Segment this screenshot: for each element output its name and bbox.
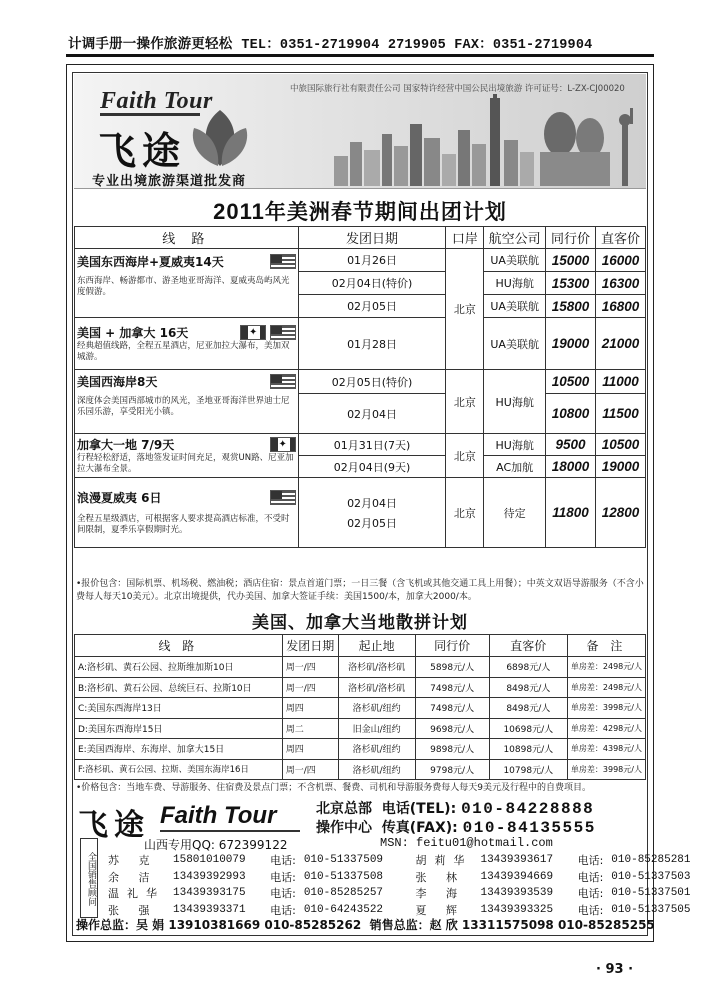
date-cell: 02月04日(9天) <box>298 456 446 478</box>
staff-row: 苏 克 15801010079 电话: 010-51337509 胡莉华 13439393617 电话: 010-85285281 <box>108 854 691 868</box>
peer-price-cell: 9500 <box>546 434 596 456</box>
peer-price-cell: 9698元/人 <box>415 718 489 739</box>
route-cell: E:美国西海岸、东海岸、加拿大15日 <box>75 739 283 760</box>
brand-banner <box>74 74 646 189</box>
header-contact: TEL：0351-2719904 2719905 FAX：0351-2719904 <box>241 38 593 53</box>
table-row <box>75 249 646 272</box>
date-cell: 01月31日(7天) <box>298 434 446 456</box>
col-date: 发团日期 <box>282 635 338 657</box>
col-port: 口岸 <box>446 227 484 249</box>
origin-cell: 洛杉矶/洛杉矶 <box>338 657 415 678</box>
local-tour-table <box>74 634 646 780</box>
route-cell <box>75 370 299 434</box>
msn-contact: MSN: feitu01@hotmail.com <box>380 836 553 850</box>
direct-price-cell: 21000 <box>596 318 646 370</box>
origin-cell: 洛杉矶/纽约 <box>338 698 415 719</box>
staff-row: 张 强 13439393371 电话: 010-64243522 夏 辉 13439393325 电话: 010-51337505 <box>108 903 691 917</box>
direct-price-cell: 19000 <box>596 456 646 478</box>
table-row <box>75 370 646 394</box>
date-cell: 周一/四 <box>282 657 338 678</box>
direct-price-cell: 8498元/人 <box>489 698 567 719</box>
route-title: 美国 + 加拿大 16天 <box>77 326 189 340</box>
date-cell: 02月04日(特价) <box>298 272 446 295</box>
license-text: 中旅国际旅行社有限责任公司 国家特许经营中国公民出境旅游 许可证号：L-ZX-CJ00020 <box>290 84 625 94</box>
table-row <box>75 759 646 780</box>
origin-cell: 旧金山/纽约 <box>338 718 415 739</box>
route-desc: 经典超值线路，全程五星酒店，尼亚加拉大瀑布，美加双城游。 <box>77 341 290 362</box>
route-cell <box>75 249 299 318</box>
peer-price-cell: 7498元/人 <box>415 677 489 698</box>
date-cell: 02月05日 <box>298 295 446 318</box>
direct-price-cell: 12800 <box>596 478 646 548</box>
table-header-row <box>75 227 646 249</box>
staff-table <box>104 852 719 918</box>
airline-cell: HU海航 <box>484 272 546 295</box>
col-direct-price: 直客价 <box>489 635 567 657</box>
col-date: 发团日期 <box>298 227 446 249</box>
table-row <box>75 739 646 760</box>
us-flag-icon <box>270 374 296 389</box>
peer-price-cell: 10800 <box>546 394 596 434</box>
direct-price-cell: 11500 <box>596 394 646 434</box>
direct-price-cell: 11000 <box>596 370 646 394</box>
direct-price-cell: 16800 <box>596 295 646 318</box>
logo-chinese: 飞途 <box>98 128 187 173</box>
remark-cell: 单房差：4398元/人 <box>567 739 645 760</box>
col-peer-price: 同行价 <box>415 635 489 657</box>
port-cell: 北京 <box>446 370 484 434</box>
route-cell <box>75 434 299 478</box>
date-cell: 周一/四 <box>282 677 338 698</box>
date-cell: 02月04日 <box>298 394 446 434</box>
route-desc: 全程五星级酒店，可根据客人要求提高酒店标准，不受时间限制，夏季乐享假期时光。 <box>77 514 290 535</box>
remark-cell: 单房差：2498元/人 <box>567 657 645 678</box>
airline-cell: AC加航 <box>484 456 546 478</box>
route-title: 美国东西海岸+夏威夷14天 <box>77 255 224 269</box>
direct-price-cell: 10898元/人 <box>489 739 567 760</box>
port-cell: 北京 <box>446 434 484 478</box>
origin-cell: 洛杉矶/纽约 <box>338 739 415 760</box>
peer-price-cell: 9798元/人 <box>415 759 489 780</box>
direct-price-cell: 10798元/人 <box>489 759 567 780</box>
date-cell: 周四 <box>282 739 338 760</box>
route-desc: 行程轻松舒适，落地签发证时间充足，观赏UN路、尼亚加拉大瀑布全景。 <box>77 453 294 474</box>
plan2-title: 美国、加拿大当地散拼计划 <box>252 613 468 633</box>
date-cell: 02月04日 02月05日 <box>298 478 446 548</box>
date-cell: 周一/四 <box>282 759 338 780</box>
route-cell: D:美国东西海岸15日 <box>75 718 283 739</box>
route-desc: 深度体会美国西部城市的风光，圣地亚哥海洋世界迪士尼乐园乐游，享受阳光小镇。 <box>77 396 290 417</box>
peer-price-cell: 5898元/人 <box>415 657 489 678</box>
col-direct-price: 直客价 <box>596 227 646 249</box>
canada-flag-icon: ✦ <box>270 437 296 452</box>
remark-cell: 单房差：3998元/人 <box>567 759 645 780</box>
table-row <box>75 677 646 698</box>
canada-flag-icon: ✦ <box>240 325 266 340</box>
table-row <box>75 698 646 719</box>
qq-contact: 山西专用QQ: 672399122 <box>144 838 288 852</box>
table-row <box>75 657 646 678</box>
table-row <box>75 718 646 739</box>
direct-price-cell: 16000 <box>596 249 646 272</box>
peer-price-cell: 9898元/人 <box>415 739 489 760</box>
hq-fax: 010-84135555 <box>462 819 596 837</box>
table-row <box>75 478 646 548</box>
route-cell: A:洛杉矶、黄石公园、拉斯维加斯10日 <box>75 657 283 678</box>
port-cell: 北京 <box>446 478 484 548</box>
route-cell: F:洛杉矶、黄石公园、拉斯、美国东海岸16日 <box>75 759 283 780</box>
airline-cell: UA美联航 <box>484 318 546 370</box>
date-cell: 周四 <box>282 698 338 719</box>
direct-price-cell: 6898元/人 <box>489 657 567 678</box>
route-title: 美国西海岸8天 <box>77 375 158 389</box>
direct-price-cell: 16300 <box>596 272 646 295</box>
airline-cell: UA美联航 <box>484 249 546 272</box>
banner-tagline: 专业出境旅游渠道批发商 <box>92 174 247 189</box>
route-title: 加拿大一地 7/9天 <box>77 438 175 452</box>
footer-logo-chinese: 飞途 <box>78 808 150 843</box>
us-flag-icon <box>270 490 296 505</box>
route-desc: 东西海岸、畅游都市、游圣地亚哥海洋、夏威夷岛屿风光度假游。 <box>77 276 290 297</box>
skyline-image-icon <box>334 94 644 186</box>
staff-row: 余 洁 13439392993 电话: 010-51337508 张 林 13439394669 电话: 010-51337503 <box>108 870 691 884</box>
peer-price-cell: 19000 <box>546 318 596 370</box>
table-row <box>75 434 646 456</box>
date-cell: 周二 <box>282 718 338 739</box>
airline-cell: UA美联航 <box>484 295 546 318</box>
date-cell: 02月05日(特价) <box>298 370 446 394</box>
spring-festival-table <box>74 226 646 548</box>
page-number: · 93 · <box>596 962 634 977</box>
peer-price-cell: 7498元/人 <box>415 698 489 719</box>
peer-price-cell: 15800 <box>546 295 596 318</box>
sales-team-tag: 全国销售顾问 <box>80 838 98 918</box>
date-cell: 01月26日 <box>298 249 446 272</box>
date-cell: 01月28日 <box>298 318 446 370</box>
peer-price-cell: 10500 <box>546 370 596 394</box>
col-remark: 备 注 <box>567 635 645 657</box>
col-origin: 起止地 <box>338 635 415 657</box>
remark-cell: 单房差：2498元/人 <box>567 677 645 698</box>
remark-cell: 单房差：4298元/人 <box>567 718 645 739</box>
origin-cell: 洛杉矶/纽约 <box>338 759 415 780</box>
us-flag-icon <box>270 325 296 340</box>
footer-logo-english: Faith Tour <box>160 802 277 829</box>
ops-manager: 操作总监：吴 娟 13910381669 010-85285262 <box>76 918 362 932</box>
sales-manager: 销售总监：赵 欣 13311575098 010-85285255 <box>369 918 655 932</box>
col-route: 线 路 <box>75 227 299 249</box>
remark-cell: 单房差：3998元/人 <box>567 698 645 719</box>
plan2-note: •价格包含：当地车费、导游服务、住宿费及景点门票；不含机票、餐费、司机和导游服务费每人每天9美元及行程中的自费项目。 <box>76 783 592 793</box>
route-cell: B:洛杉矶、黄石公园、总统巨石、拉斯10日 <box>75 677 283 698</box>
hq-contact: 北京总部 电话(TEL): 010-84228888 操作中心 传真(FAX): 010-84135555 <box>316 800 596 837</box>
port-cell: 北京 <box>446 249 484 370</box>
table-row <box>75 318 646 370</box>
us-flag-icon <box>270 254 296 269</box>
plan1-note: •报价包含：国际机票、机场税、燃油税；酒店住宿：景点首道门票；一日三餐（含飞机或其他交通工具上用餐）；中英文双语导游服务（不含小费每人每天10美元）。北京出境提供，代办美国、加拿大签证手续：美国1500/本，加拿大2000/本。 <box>76 579 644 602</box>
direct-price-cell: 10698元/人 <box>489 718 567 739</box>
col-airline: 航空公司 <box>484 227 546 249</box>
direct-price-cell: 8498元/人 <box>489 677 567 698</box>
route-title: 浪漫夏威夷 6日 <box>77 491 162 505</box>
airline-cell: 待定 <box>484 478 546 548</box>
airline-cell: HU海航 <box>484 370 546 434</box>
leaf-logo-icon <box>190 106 250 168</box>
plan1-title: 2011年美洲春节期间出团计划 <box>213 199 507 224</box>
peer-price-cell: 15000 <box>546 249 596 272</box>
airline-cell: HU海航 <box>484 434 546 456</box>
peer-price-cell: 15300 <box>546 272 596 295</box>
route-cell: C:美国东西海岸13日 <box>75 698 283 719</box>
table-header-row <box>75 635 646 657</box>
staff-row: 温礼华 13439393175 电话: 010-85285257 李 海 13439393539 电话: 010-51337501 <box>108 887 691 901</box>
logo-english: Faith Tour <box>100 88 213 114</box>
peer-price-cell: 11800 <box>546 478 596 548</box>
footer-logo-rule <box>160 830 300 832</box>
peer-price-cell: 18000 <box>546 456 596 478</box>
hq-phone: 010-84228888 <box>461 800 595 818</box>
origin-cell: 洛杉矶/洛杉矶 <box>338 677 415 698</box>
managers-line <box>76 916 655 933</box>
col-peer-price: 同行价 <box>546 227 596 249</box>
header-slogan: 计调手册一操作旅游更轻松 <box>68 36 233 52</box>
direct-price-cell: 10500 <box>596 434 646 456</box>
header-bar <box>68 32 652 54</box>
route-cell <box>75 478 299 548</box>
header-rule <box>66 54 654 57</box>
route-cell <box>75 318 299 370</box>
col-route: 线 路 <box>75 635 283 657</box>
